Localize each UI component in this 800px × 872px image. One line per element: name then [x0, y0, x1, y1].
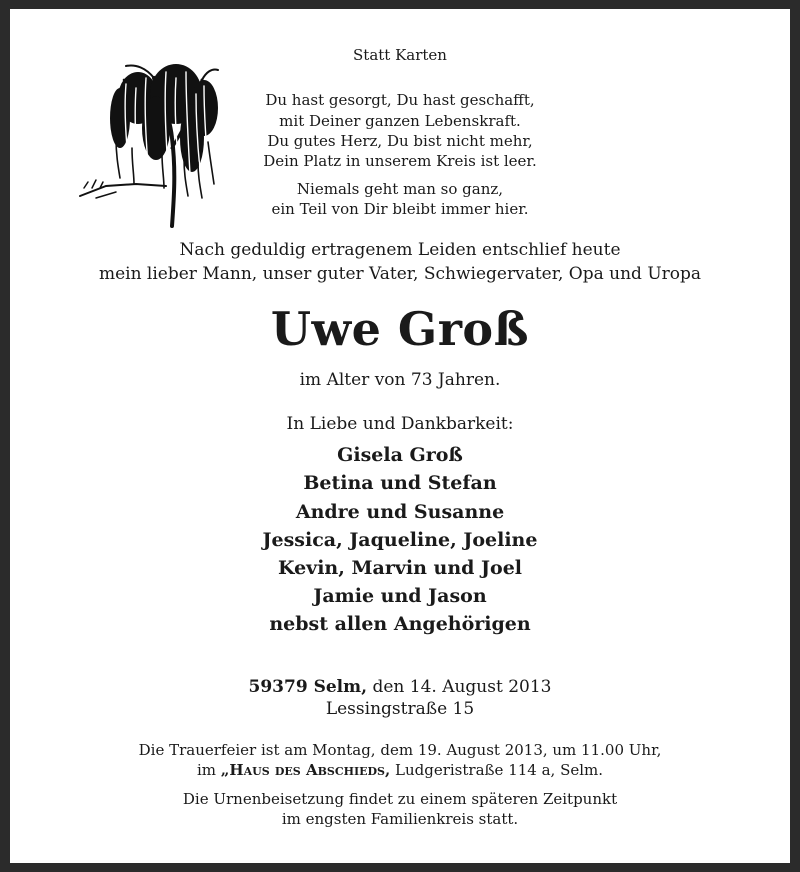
mourner-name: Gisela Groß [337, 444, 463, 466]
date: den 14. August 2013 [372, 677, 552, 697]
place-date [0, 677, 800, 697]
mourner-name: Andre und Susanne [295, 501, 505, 523]
city: 59379 Selm, [248, 677, 368, 697]
deceased-age: im Alter von 73 Jahren. [299, 370, 501, 390]
poem-line: Du gutes Herz, Du bist nicht mehr, [267, 132, 533, 150]
funeral-prefix: im [196, 761, 216, 779]
poem-line: Du hast gesorgt, Du hast geschafft, [265, 91, 535, 109]
mourner-name: Jamie und Jason [313, 585, 487, 607]
mourner-name: Jessica, Jaqueline, Joeline [262, 529, 538, 551]
funeral-venue-line [0, 761, 800, 779]
poem-line: mit Deiner ganzen Lebenskraft. [279, 112, 521, 130]
urn-line: im engsten Familienkreis statt. [281, 810, 519, 828]
intro-line: mein lieber Mann, unser guter Vater, Schwiegervater, Opa und Uropa [98, 264, 702, 284]
mourner-name: Kevin, Marvin und Joel [277, 557, 523, 579]
mourner-name: Betina und Stefan [303, 472, 497, 494]
intro-line: Nach geduldig ertragenem Leiden entschlief heute [179, 240, 621, 260]
statt-karten: Statt Karten [353, 46, 447, 64]
mourners-heading: In Liebe und Dankbarkeit: [286, 414, 514, 434]
mourner-name: nebst allen Angehörigen [269, 613, 531, 635]
poem-line: Niemals geht man so ganz, [296, 180, 504, 198]
venue-address: Ludgeristraße 114 a, Selm. [395, 761, 604, 779]
venue-name: „Haus des Abschieds, [220, 761, 391, 779]
funeral-line: Die Trauerfeier ist am Montag, dem 19. August 2013, um 11.00 Uhr, [138, 741, 662, 759]
urn-line: Die Urnenbeisetzung findet zu einem späteren Zeitpunkt [182, 790, 618, 808]
deceased-name: Uwe Groß [270, 302, 530, 356]
street: Lessingstraße 15 [325, 699, 475, 719]
poem-line: ein Teil von Dir bleibt immer hier. [271, 200, 529, 218]
poem-line: Dein Platz in unserem Kreis ist leer. [263, 152, 537, 170]
